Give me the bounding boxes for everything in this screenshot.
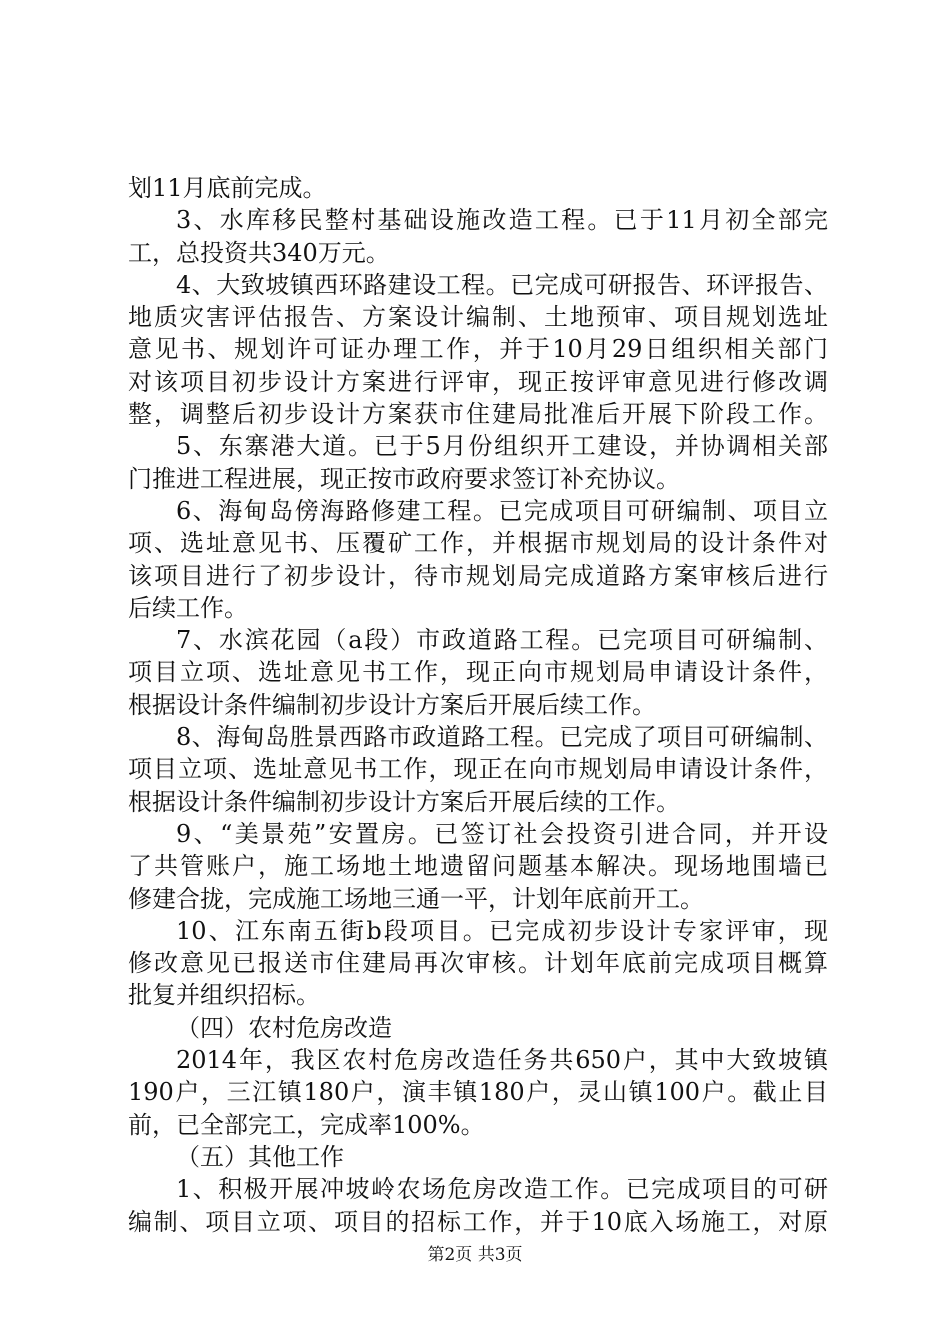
text-line: 根据设计条件编制初步设计方案后开展后续工作。 bbox=[128, 690, 656, 719]
text-line: 10、江东南五街b段项目。已完成初步设计专家评审，现 bbox=[176, 916, 828, 945]
text-line: 项、选址意见书、压覆矿工作，并根据市规划局的设计条件对 bbox=[128, 529, 828, 558]
text-line: 意见书、规划许可证办理工作，并于10月29日组织相关部门 bbox=[128, 335, 828, 364]
text-line: 修改意见已报送市住建局再次审核。计划年底前完成项目概算 bbox=[128, 949, 828, 978]
text-line: 1、积极开展冲坡岭农场危房改造工作。已完成项目的可研 bbox=[176, 1175, 828, 1204]
text-line: 4、大致坡镇西环路建设工程。已完成可研报告、环评报告、 bbox=[176, 270, 828, 299]
text-line: 后续工作。 bbox=[128, 593, 248, 622]
text-line: 6、海甸岛傍海路修建工程。已完成项目可研编制、项目立 bbox=[176, 496, 828, 525]
text-line: 划11月底前完成。 bbox=[128, 174, 327, 202]
section-heading: （四）农村危房改造 bbox=[176, 1013, 392, 1042]
text-line: 190户，三江镇180户，演丰镇180户，灵山镇100户。截止目 bbox=[128, 1078, 828, 1107]
text-line: 该项目进行了初步设计，待市规划局完成道路方案审核后进行 bbox=[128, 561, 828, 590]
text-line: 9、“美景苑”安置房。已签订社会投资引进合同，并开设 bbox=[176, 819, 828, 848]
text-line: 项目立项、选址意见书工作，现正向市规划局申请设计条件， bbox=[128, 658, 828, 687]
text-line: 批复并组织招标。 bbox=[128, 981, 320, 1010]
text-line: 整，调整后初步设计方案获市住建局批准后开展下阶段工作。 bbox=[128, 400, 828, 429]
text-line: 编制、项目立项、项目的招标工作，并于10底入场施工，对原 bbox=[128, 1207, 828, 1236]
text-line: 工，总投资共340万元。 bbox=[128, 238, 390, 267]
text-line: 地质灾害评估报告、方案设计编制、土地预审、项目规划选址 bbox=[128, 303, 828, 332]
text-line: 3、水库移民整村基础设施改造工程。已于11月初全部完 bbox=[176, 206, 828, 235]
section-heading: （五）其他工作 bbox=[176, 1142, 344, 1171]
document-body bbox=[128, 172, 828, 1238]
text-line: 7、水滨花园（a段）市政道路工程。已完项目可研编制、 bbox=[176, 626, 828, 655]
text-line: 根据设计条件编制初步设计方案后开展后续的工作。 bbox=[128, 787, 680, 816]
text-line: 前，已全部完工，完成率100%。 bbox=[128, 1110, 485, 1139]
text-line: 2014年，我区农村危房改造任务共650户，其中大致坡镇 bbox=[176, 1046, 828, 1075]
text-line: 对该项目初步设计方案进行评审，现正按评审意见进行修改调 bbox=[128, 367, 828, 396]
text-line: 8、海甸岛胜景西路市政道路工程。已完成了项目可研编制、 bbox=[176, 723, 828, 752]
text-line: 5、东寨港大道。已于5月份组织开工建设，并协调相关部 bbox=[176, 432, 828, 461]
text-line: 了共管账户，施工场地土地遗留问题基本解决。现场地围墙已 bbox=[128, 852, 828, 881]
text-line: 门推进工程进展，现正按市政府要求签订补充协议。 bbox=[128, 464, 680, 493]
text-line: 修建合拢，完成施工场地三通一平，计划年底前开工。 bbox=[128, 884, 704, 913]
text-line: 项目立项、选址意见书工作，现正在向市规划局申请设计条件， bbox=[128, 755, 828, 784]
page-number-footer: 第2页 共3页 bbox=[427, 1245, 523, 1265]
